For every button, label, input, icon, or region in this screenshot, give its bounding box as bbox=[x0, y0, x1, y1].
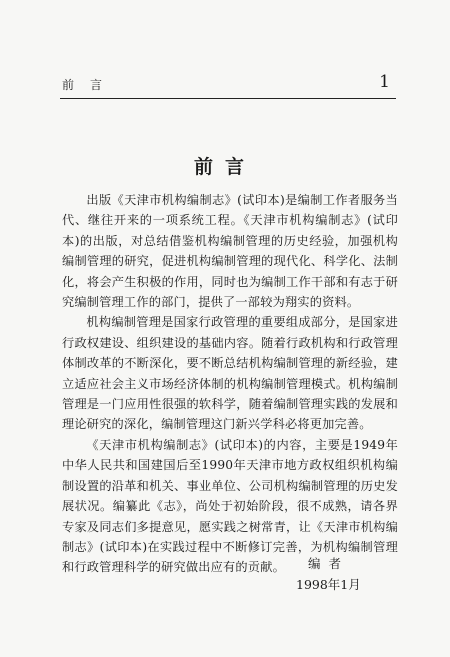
header-rule bbox=[60, 98, 396, 99]
page-number: 1 bbox=[379, 72, 390, 92]
signature-editor: 编者 bbox=[308, 556, 350, 571]
signature-block bbox=[296, 553, 361, 595]
preface-body bbox=[62, 190, 398, 578]
paragraph-3: 《天津市机构编制志》(试印本)的内容，主要是1949年中华人民共和国建国后至1990年天津市地方政权组织机构编制设置的沿革和机关、事业单位、公司机构编制管理的历史发展状况。编纂此《志》，尚处于初始阶段，很不成熟，请各界专家及同志们多提意见，愿实践之树常青，让《天津市机构编制志》(试印本)在实践过程中不断修订完善，为机构编制管理和行政管理科学的研究做出应有的贡献。 bbox=[62, 437, 398, 575]
paragraph-2: 机构编制管理是国家行政管理的重要组成部分，是国家进行政权建设、组织建设的基础内容。随着行政机构和行政管理体制改革的不断深化，要不断总结机构编制管理的新经验，建立适应社会主义市场经济体制的机构编制管理模式。机构编制管理是一门应用性很强的软科学，随着编制管理实践的发展和理论研究的深化，编制管理这门新兴学科必将更加完善。 bbox=[62, 315, 398, 432]
running-head bbox=[62, 72, 390, 92]
running-head-title: 前言 bbox=[62, 78, 119, 92]
signature-date: 1998年1月 bbox=[296, 577, 361, 592]
paragraph-1: 出版《天津市机构编制志》(试印本)是编制工作者服务当代、继往开来的一项系统工程。《天津市机构编制志》(试印本)的出版，对总结借鉴机构编制管理的历史经验，加强机构编制管理的研究，促进机构编制管理的现代化、科学化、法制化，将会产生积极的作用，同时也为编制工作干部和有志于研究编制管理工作的部门，提供了一部较为翔实的资料。 bbox=[62, 193, 398, 310]
page-title: 前言 bbox=[193, 156, 256, 178]
